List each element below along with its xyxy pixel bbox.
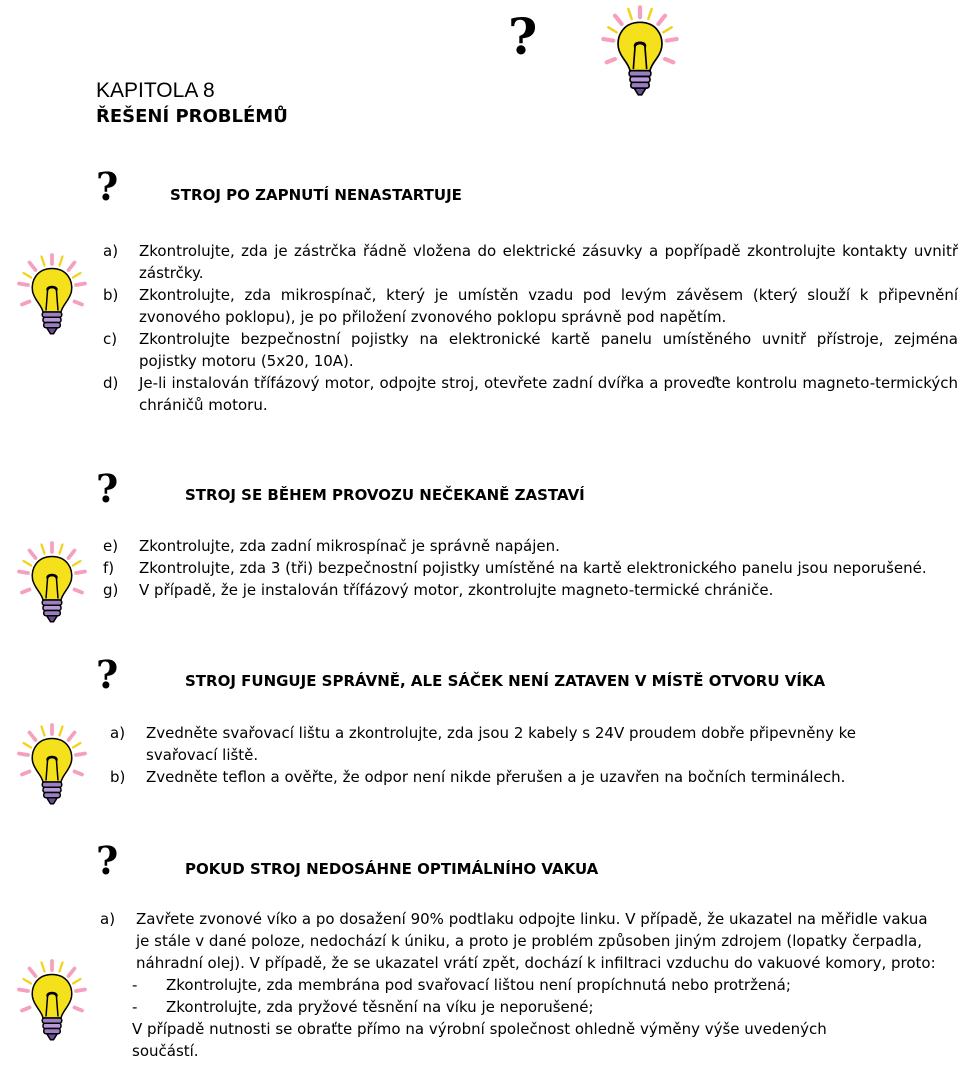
section-2-list [103,535,958,601]
section-heading-1: STROJ PO ZAPNUTÍ NENASTARTUJE [170,186,462,204]
question-mark-icon: ? [96,838,119,883]
list-item: a) Zkontrolujte, zda je zástrčka řádně vložena do elektrické zásuvky a popřípadě zkontrolujte kontakty uvnitř zástrčky. [103,242,958,282]
list-item: f) Zkontrolujte, zda 3 (tři) bezpečnostní pojistky umístěné na kartě elektronického panelu jsou neporušené. [103,559,927,577]
question-mark-icon: ? [508,7,538,66]
list-item: c) Zkontrolujte bezpečnostní pojistky na elektronické kartě panelu umístěného uvnitř přístroje, zejména pojistky motoru (5x20, 10A). [103,330,958,370]
list-item: a) Zavřete zvonové víko a po dosažení 90% podtlaku odpojte linku. V případě, že ukazatel na měřidle vakua je stále v dané poloze, nedochází k úniku, a proto je problém způsoben jiným zdrojem (lopatky čerpadla, náhradní olej). V případě, že se ukazatel vrátí zpět, dochází k infiltraci vzduchu do vakuové komory, proto: [100,910,936,972]
list-item: d) Je-li instalován třífázový motor, odpojte stroj, otevřete zadní dvířka a proveďte kontrolu magneto-termických chráničů motoru. [103,374,958,414]
sub-list-item: - Zkontrolujte, zda pryžové těsnění na víku je neporušené; [132,998,594,1016]
lightbulb-icon [14,722,90,812]
section-heading-4: POKUD STROJ NEDOSÁHNE OPTIMÁLNÍHO VAKUA [185,860,599,878]
section-heading-3: STROJ FUNGUJE SPRÁVNĚ, ALE SÁČEK NENÍ ZATAVEN V MÍSTĚ OTVORU VÍKA [185,672,826,690]
lightbulb-icon [598,4,682,104]
chapter-heading [96,78,288,130]
chapter-number: KAPITOLA 8 [96,79,215,102]
question-mark-icon: ? [96,466,119,511]
chapter-title: ŘEŠENÍ PROBLÉMŮ [96,106,288,127]
list-item: g) V případě, že je instalován třífázový motor, zkontrolujte magneto-termické chrániče. [103,581,774,599]
section-4-list [100,908,945,1062]
section-1-list [103,240,958,416]
lightbulb-icon [14,958,90,1048]
sub-list-item: - Zkontrolujte, zda membrána pod svařovací lištou není propíchnutá nebo protržená; [132,976,791,994]
list-item: b) Zkontrolujte, zda mikrospínač, který je umístěn vzadu pod levým závěsem (který slouží k připevnění zvonového poklopu), je po přiložení zvonového poklopu správně pod napětím. [103,286,958,326]
lightbulb-icon [14,252,90,342]
question-mark-icon: ? [96,652,119,697]
closing-note: V případě nutnosti se obraťte přímo na výrobní společnost ohledně výměny výše uvedených součástí. [132,1020,827,1060]
list-item: e) Zkontrolujte, zda zadní mikrospínač je správně napájen. [103,537,560,555]
section-heading-2: STROJ SE BĚHEM PROVOZU NEČEKANĚ ZASTAVÍ [185,486,585,504]
section-3-list [110,722,910,788]
lightbulb-icon [14,540,90,630]
list-item: a) Zvedněte svařovací lištu a zkontrolujte, zda jsou 2 kabely s 24V proudem dobře připevněny ke svařovací liště. [110,724,856,764]
question-mark-icon: ? [96,164,119,209]
list-item: b) Zvedněte teflon a ověřte, že odpor není nikde přerušen a je uzavřen na bočních terminálech. [110,768,846,786]
